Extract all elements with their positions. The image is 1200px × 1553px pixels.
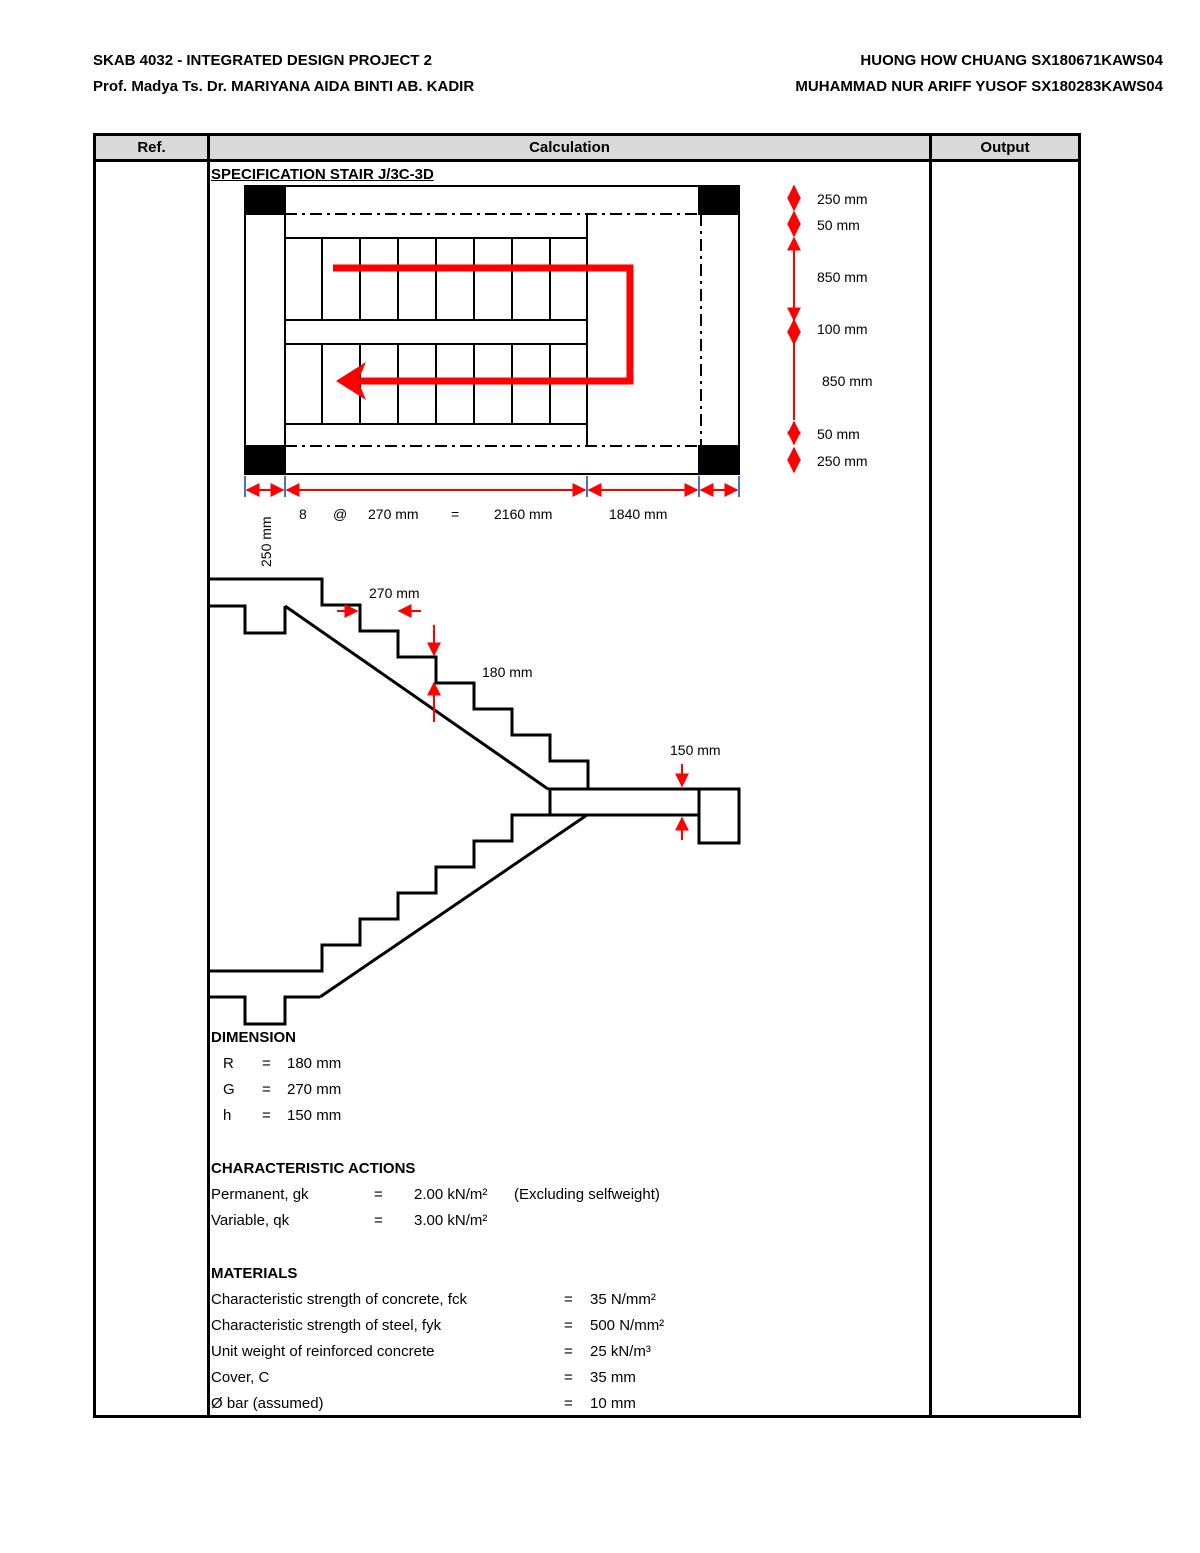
actions-heading: CHARACTERISTIC ACTIONS [211, 1160, 416, 1177]
student-2: MUHAMMAD NUR ARIFF YUSOF SX180283KAWS04 [795, 78, 1163, 95]
course-title: SKAB 4032 - INTEGRATED DESIGN PROJECT 2 [93, 52, 432, 69]
dim-label-50-top: 50 mm [817, 217, 860, 233]
spec-title: SPECIFICATION STAIR J/3C-3D [211, 166, 434, 183]
dim-label-850-top: 850 mm [817, 269, 868, 285]
lower-beam [208, 997, 320, 1024]
dim-label-count: 8 [299, 506, 307, 522]
permanent-eq: = [374, 1186, 383, 1203]
permanent-note: (Excluding selfweight) [514, 1186, 660, 1203]
section-label-riser: 180 mm [482, 664, 533, 680]
dim-label-250-bottom: 250 mm [817, 453, 868, 469]
dim-label-at: @ [333, 506, 348, 522]
permanent-value: 2.00 kN/m² [414, 1186, 488, 1203]
plan-bottom-dims [245, 476, 739, 497]
variable-eq: = [374, 1212, 383, 1229]
material-value: 35 mm [590, 1369, 636, 1386]
dimension-eq: = [262, 1081, 271, 1098]
column-top-left [245, 186, 285, 214]
dimension-sym: R [223, 1055, 234, 1072]
stair-plan [245, 186, 739, 474]
student-1: HUONG HOW CHUANG SX180671KAWS04 [860, 52, 1163, 69]
flight-median [285, 320, 587, 344]
lower-flight-steps [208, 789, 550, 971]
material-value: 10 mm [590, 1395, 636, 1412]
lower-flight-soffit [320, 815, 587, 997]
material-value: 25 kN/m³ [590, 1343, 651, 1360]
dim-label-equals: = [451, 506, 460, 522]
material-eq: = [564, 1369, 573, 1386]
permanent-label: Permanent, gk [211, 1186, 309, 1203]
material-value: 500 N/mm² [590, 1317, 665, 1334]
section-label-going: 270 mm [369, 585, 420, 601]
material-eq: = [564, 1291, 573, 1308]
dim-label-100: 100 mm [817, 321, 868, 337]
upper-beam [208, 606, 285, 633]
dimension-heading: DIMENSION [211, 1029, 297, 1046]
col-header-ref: Ref. [137, 139, 166, 156]
col-header-output: Output [980, 139, 1030, 156]
material-label: Unit weight of reinforced concrete [211, 1343, 435, 1360]
dimension-sym: h [223, 1107, 232, 1124]
dimension-eq: = [262, 1055, 271, 1072]
dim-label-50-bottom: 50 mm [817, 426, 860, 442]
material-label: Characteristic strength of steel, fyk [211, 1317, 442, 1334]
material-eq: = [564, 1395, 573, 1412]
dim-label-250-top: 250 mm [817, 191, 868, 207]
material-eq: = [564, 1343, 573, 1360]
material-label: Cover, C [211, 1369, 270, 1386]
variable-label: Variable, qk [211, 1212, 290, 1229]
dim-label-landing: 1840 mm [609, 506, 668, 522]
dim-label-beam: 250 mm [258, 516, 274, 567]
section-dims [337, 611, 682, 840]
materials-heading: MATERIALS [211, 1265, 298, 1282]
dimension-sym: G [223, 1081, 235, 1098]
dim-label-total: 2160 mm [494, 506, 553, 522]
material-value: 35 N/mm² [590, 1291, 656, 1308]
stair-section [208, 579, 739, 1024]
column-top-right [699, 186, 739, 214]
section-label-waist: 150 mm [670, 742, 721, 758]
dim-label-850-bottom: 850 mm [822, 373, 873, 389]
plan-outline [245, 186, 739, 474]
lecturer-name: Prof. Madya Ts. Dr. MARIYANA AIDA BINTI AB. KADIR [93, 78, 475, 95]
material-label: Ø bar (assumed) [211, 1395, 324, 1412]
dimension-val: 180 mm [287, 1055, 342, 1072]
dimension-val: 270 mm [287, 1081, 342, 1098]
column-bottom-right [699, 446, 739, 474]
material-eq: = [564, 1317, 573, 1334]
landing-slab [548, 789, 739, 843]
upper-flight-soffit [285, 606, 548, 789]
dim-label-tread: 270 mm [368, 506, 419, 522]
dimension-val: 150 mm [287, 1107, 342, 1124]
column-bottom-left [245, 446, 285, 474]
material-label: Characteristic strength of concrete, fck [211, 1291, 467, 1308]
variable-value: 3.00 kN/m² [414, 1212, 488, 1229]
dimension-eq: = [262, 1107, 271, 1124]
col-header-calculation: Calculation [529, 139, 610, 156]
walkline-arrow [333, 268, 630, 381]
